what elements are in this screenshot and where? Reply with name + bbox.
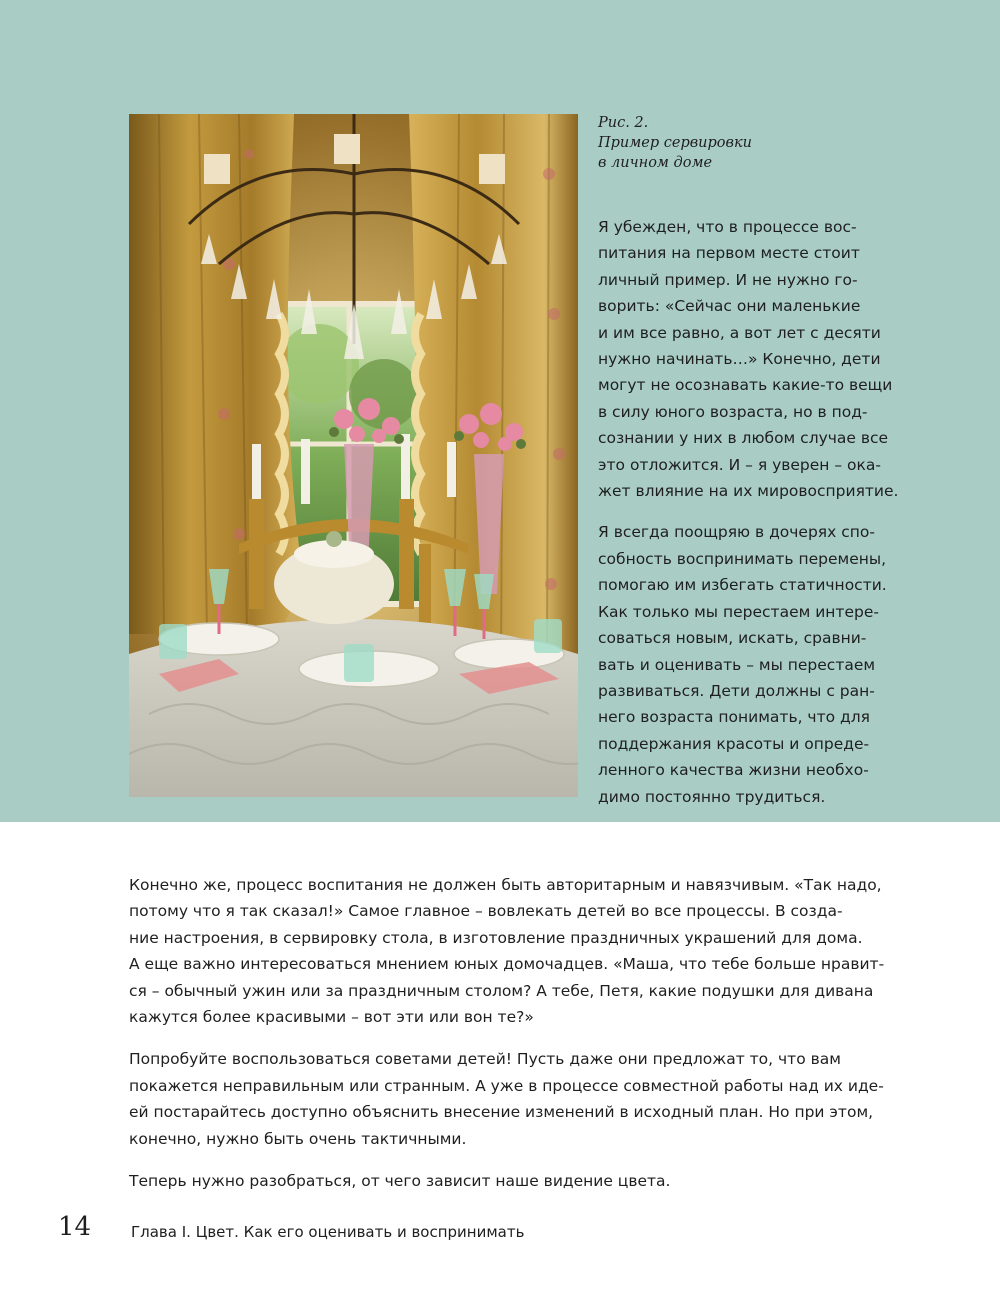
text-line: это отложится. И – я уверен – ока- (598, 455, 881, 474)
text-line: питания на первом месте стоит (598, 244, 860, 263)
figure-caption (598, 113, 898, 173)
text-line: Попробуйте воспользоваться советами детей! Пусть даже они предложат то, что вам (129, 1050, 841, 1069)
text-line: конечно, нужно быть очень тактичными. (129, 1129, 467, 1148)
text-line: Конечно же, процесс воспитания не должен быть авторитарным и навязчивым. «Так надо, (129, 876, 882, 894)
text-line: ей постарайтесь доступно объяснить внесение изменений в исходный план. Но при этом, (129, 1103, 874, 1122)
side-paragraph (598, 214, 898, 504)
text-line: Я убежден, что в процессе вос- (598, 218, 857, 236)
caption-line: Пример сервировки (598, 135, 752, 151)
text-line: помогаю им избегать статичности. (598, 576, 887, 595)
text-line: Я всегда поощряю в дочерях спо- (598, 523, 875, 542)
caption-line: в личном доме (598, 155, 713, 171)
main-paragraph (129, 1168, 889, 1194)
text-line: нужно начинать…» Конечно, дети (598, 350, 881, 369)
text-line: могут не осознавать какие-то вещи (598, 376, 893, 395)
text-line: него возраста понимать, что для (598, 708, 870, 727)
text-line: жет влияние на их мировосприятие. (598, 482, 899, 501)
page-number: 14 (58, 1212, 92, 1242)
running-head: Глава I. Цвет. Как его оценивать и воспринимать (131, 1223, 525, 1241)
text-line: Теперь нужно разобраться, от чего зависит наше видение цвета. (129, 1172, 671, 1191)
text-line: соваться новым, искать, сравни- (598, 629, 867, 648)
table-setting-photo-icon (129, 114, 578, 797)
text-line: и им все равно, а вот лет с десяти (598, 323, 881, 342)
text-line: в силу юного возраста, но в под- (598, 402, 868, 421)
text-line: собность воспринимать перемены, (598, 549, 887, 568)
text-line: потому что я так сказал!» Самое главное – вовлекать детей во все процессы. В созда- (129, 902, 843, 921)
text-line: Как только мы перестаем интере- (598, 602, 879, 621)
caption-line: Рис. 2. (598, 115, 649, 131)
side-paragraph (598, 519, 898, 809)
text-line: ние настроения, в сервировку стола, в изготовление праздничных украшений для дома. (129, 928, 863, 947)
text-line: кажутся более красивыми – вот эти или вон те?» (129, 1008, 534, 1027)
text-line: А еще важно интересоваться мнением юных домочадцев. «Маша, что тебе больше нравит- (129, 955, 885, 974)
text-line: ленного качества жизни необхо- (598, 761, 869, 780)
text-line: сознании у них в любом случае все (598, 429, 889, 448)
text-line: димо постоянно трудиться. (598, 787, 826, 806)
text-line: вать и оценивать – мы перестаем (598, 655, 876, 674)
text-line: развиваться. Дети должны с ран- (598, 681, 875, 700)
figure-photo (129, 114, 578, 797)
text-line: поддержания красоты и опреде- (598, 734, 870, 753)
main-paragraph (129, 1046, 889, 1152)
text-line: ся – обычный ужин или за праздничным столом? А тебе, Петя, какие подушки для дивана (129, 981, 874, 1000)
text-line: покажется неправильным или странным. А уже в процессе совместной работы над их иде- (129, 1076, 884, 1095)
side-column-text (598, 214, 898, 825)
main-column-text (129, 872, 889, 1210)
text-line: личный пример. И не нужно го- (598, 270, 858, 289)
main-paragraph (129, 872, 889, 1030)
text-line: ворить: «Сейчас они маленькие (598, 297, 861, 316)
